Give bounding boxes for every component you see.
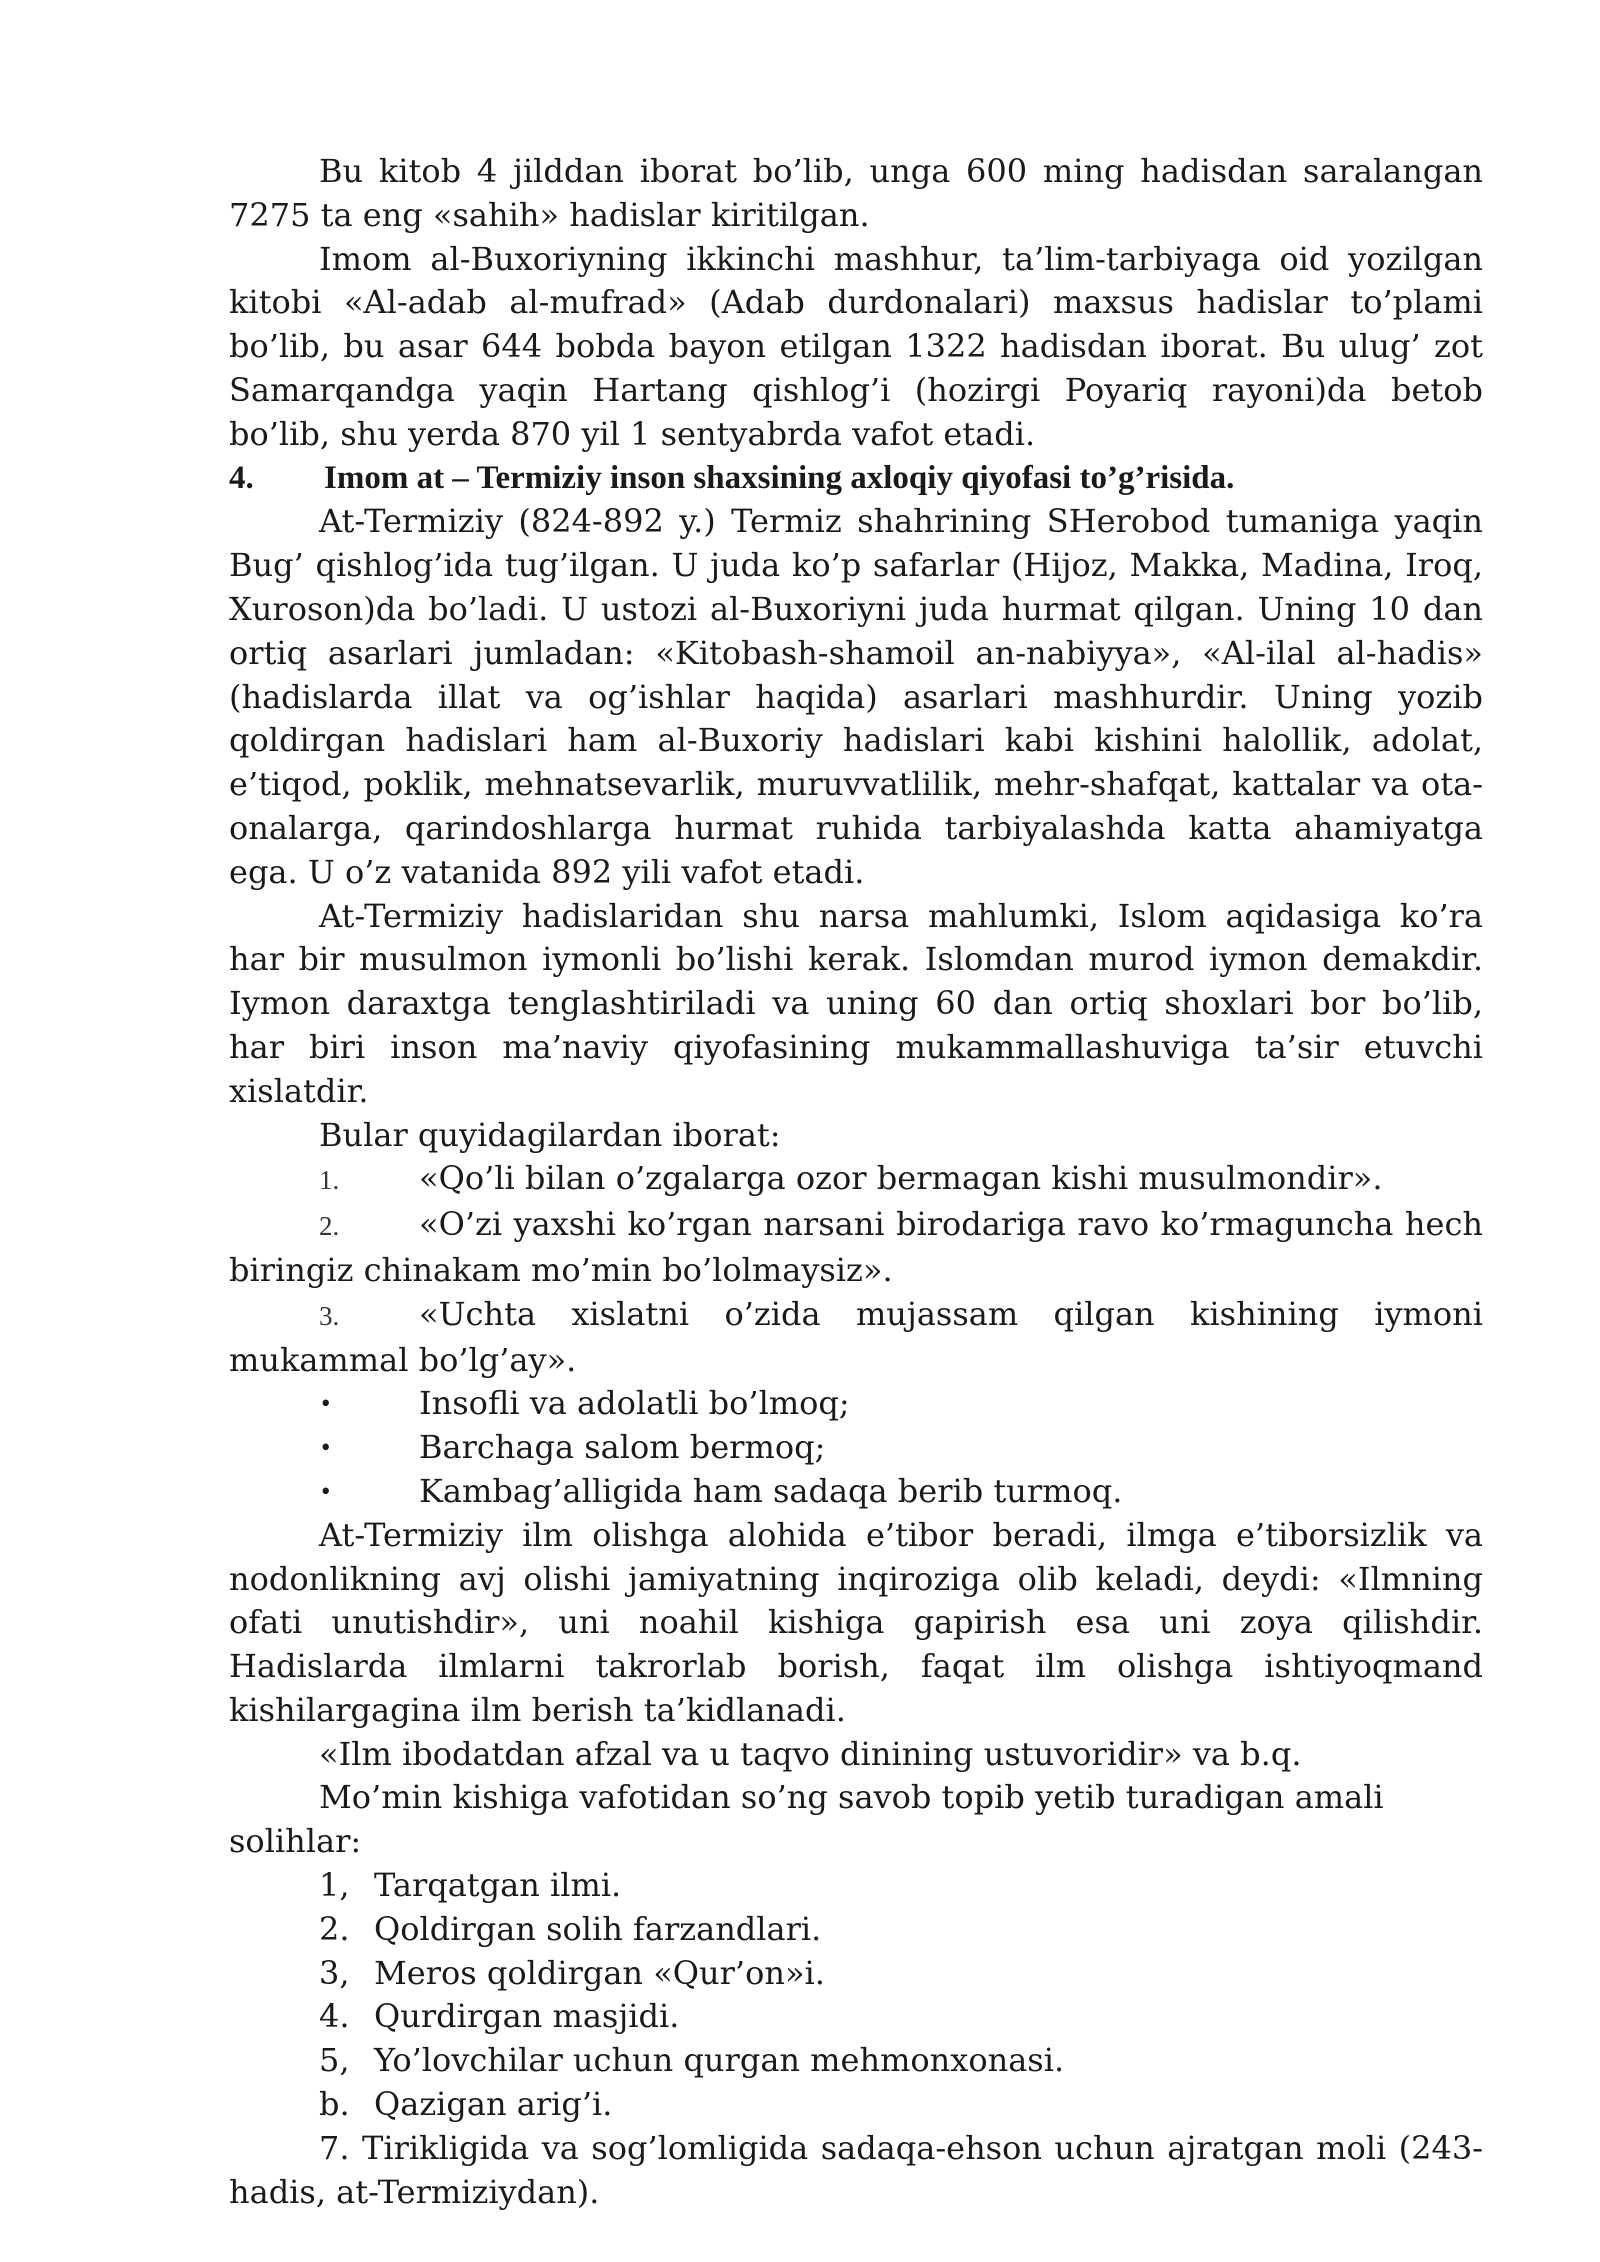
section-number: 4. — [229, 459, 254, 496]
item-text: Qurdirgan masjidi. — [374, 1997, 680, 2036]
paragraph: Bular quyidagilardan iborat: — [319, 1115, 781, 1154]
deed-item — [229, 2039, 1483, 2083]
item-text: Qazigan arig’i. — [374, 2085, 613, 2124]
bullet-icon: • — [321, 1475, 331, 1506]
item-number: 5, — [319, 2041, 350, 2080]
item-text: Yo’lovchilar uchun qurgan mehmonxonasi. — [374, 2041, 1065, 2080]
item-number: 2. — [319, 1211, 340, 1242]
bullet-item — [229, 1426, 1483, 1470]
numbered-item — [229, 1203, 1483, 1293]
bullet-icon: • — [321, 1388, 331, 1419]
paragraph: 7. Tirikligida va sog’lomligida sadaqa-ehson uchun ajratgan moli (243-hadis, at-Termiziydan). — [229, 2128, 1483, 2211]
deed-item — [229, 2083, 1483, 2127]
item-text: «Uchta xislatni o’zida mujassam qilgan kishining iymoni mukammal bo’lg’ay». — [229, 1294, 1483, 1379]
item-text: Kambag’alligida ham sadaqa berib turmoq. — [419, 1471, 1123, 1510]
item-text: Meros qoldirgan «Qur’on»i. — [374, 1953, 825, 1992]
paragraph: Mo’min kishiga vafotidan so’ng savob topib yetib turadigan amali solihlar: — [229, 1778, 1384, 1861]
paragraph: At-Termiziy (824-892 y.) Termiz shahrining SHerobod tumaniga yaqin Bug’ qishlog’ida tug’ilgan. U juda ko’p safarlar (Hijoz, Makka, Madina, Iroq, Xuroson)da bo’ladi. U ustozi al-Buxoriyni juda hurmat qilgan. Uning 10 dan ortiq asarlari jumladan: «Kitobash-shamoil an-nabiyya», «Al-ilal al-hadis» (hadislarda illat va og’ishlar haqida) asarlari mashhurdir. Uning yozib qoldirgan hadislari ham al-Buxoriy hadislari kabi kishini halollik, adolat, e’tiqod, poklik, mehnatsevarlik, muruvvatlilik, mehr-shafqat, kattalar va ota-onalarga, qarindoshlarga hurmat ruhida tarbiyalashda katta ahamiyatga ega. U o’z vatanida 892 yili vafot etadi. — [229, 502, 1483, 891]
item-text: «Qo’li bilan o’zgalarga ozor bermagan kishi musulmondir». — [419, 1159, 1383, 1198]
item-text: Tarqatgan ilmi. — [374, 1866, 622, 1905]
item-text: Barchaga salom bermoq; — [419, 1428, 826, 1467]
deed-item — [229, 1995, 1483, 2039]
item-number: b. — [319, 2085, 350, 2124]
numbered-item — [229, 1157, 1483, 1203]
document-body — [229, 150, 1483, 2214]
section-heading — [229, 457, 1483, 501]
deed-item — [229, 1864, 1483, 1908]
paragraph: At-Termiziy ilm olishga alohida e’tibor beradi, ilmga e’tiborsizlik va nodonlikning avj olishi jamiyatning inqiroziga olib keladi, deydi: «Ilmning ofati unutishdir», uni noahil kishiga gapirish esa uni zoya qilishdir. Hadislarda ilmlarni takrorlab borish, faqat ilm olishga ishtiyoqmand kishilargagina ilm berish ta’kidlanadi. — [229, 1515, 1483, 1729]
paragraph: «Ilm ibodatdan afzal va u taqvo dinining ustuvoridir» va b.q. — [319, 1734, 1302, 1773]
item-number: 2. — [319, 1909, 350, 1948]
section-title: Imom at – Termiziy inson shaxsining axloqiy qiyofasi to’g’risida. — [324, 459, 1235, 496]
item-text: «O’zi yaxshi ko’rgan narsani birodariga ravo ko’rmaguncha hech biringiz chinakam mo’min bo’lolmaysiz». — [229, 1205, 1483, 1289]
numbered-item — [229, 1293, 1483, 1383]
item-number: 1, — [319, 1866, 350, 1905]
item-number: 3, — [319, 1953, 350, 1992]
paragraph: At-Termiziy hadislaridan shu narsa mahlumki, Islom aqidasiga ko’ra har bir musulmon iymonli bo’lishi kerak. Islomdan murod iymon demakdir. Iymon daraxtga tenglashtiriladi va uning 60 dan ortiq shoxlari bor bo’lib, har biri inson ma’naviy qiyofasining mukammallashuviga ta’sir etuvchi xislatdir. — [229, 896, 1483, 1110]
item-text: Insofli va adolatli bo’lmoq; — [419, 1384, 850, 1423]
paragraph: Imom al-Buxoriyning ikkinchi mashhur, ta’lim-tarbiyaga oid yozilgan kitobi «Al-adab al-mufrad» (Adab durdonalari) maxsus hadislar to’plami bo’lib, bu asar 644 bobda bayon etilgan 1322 hadisdan iborat. Bu ulug’ zot Samarqandga yaqin Hartang qishlog’i (hozirgi Poyariq rayoni)da betob bo’lib, shu yerda 870 yil 1 sentyabrda vafot etadi. — [229, 239, 1483, 453]
deed-item — [229, 1908, 1483, 1952]
item-number: 1. — [319, 1165, 340, 1196]
item-text: Qoldirgan solih farzandlari. — [374, 1909, 822, 1948]
deed-item — [229, 1952, 1483, 1996]
bullet-item — [229, 1470, 1483, 1514]
bullet-item — [229, 1382, 1483, 1426]
item-number: 4. — [319, 1997, 350, 2036]
item-number: 3. — [319, 1300, 340, 1331]
paragraph: Bu kitob 4 jilddan iborat bo’lib, unga 600 ming hadisdan saralangan 7275 ta eng «sahih» hadislar kiritilgan. — [229, 152, 1483, 234]
bullet-icon: • — [321, 1432, 331, 1463]
